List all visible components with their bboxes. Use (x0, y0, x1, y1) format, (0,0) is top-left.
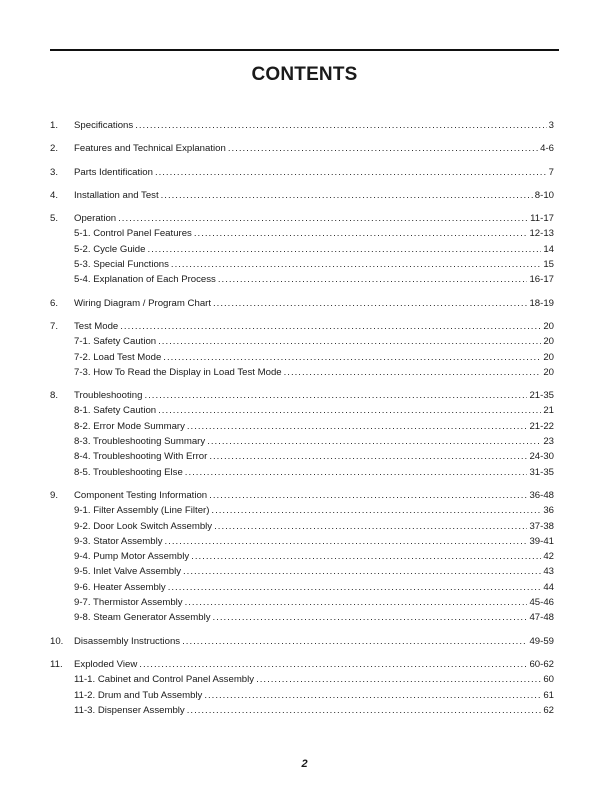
toc-entry-number: 4. (50, 189, 59, 201)
toc-subentry[interactable] (50, 419, 554, 434)
leader-dots (161, 188, 533, 203)
leader-dots (158, 403, 541, 418)
table-of-contents (50, 118, 554, 726)
toc-subentry-title: 7-3. How To Read the Display in Load Test Mode (74, 366, 282, 378)
toc-subentry-title: 8-4. Troubleshooting With Error (74, 451, 208, 463)
toc-subentry[interactable] (50, 272, 554, 287)
toc-subentry-title: 9-4. Pump Motor Assembly (74, 551, 190, 563)
toc-entry-page: 3 (548, 120, 554, 131)
leader-dots (284, 365, 542, 380)
toc-subentry-page: 45-46 (529, 597, 554, 609)
toc-subentry-title: 9-2. Door Look Switch Assembly (74, 520, 213, 532)
toc-subentry-page: 42 (543, 551, 554, 563)
toc-subentry[interactable] (50, 465, 554, 480)
toc-section (50, 141, 554, 156)
toc-subentry-page: 12-13 (529, 228, 554, 240)
toc-subentry[interactable] (50, 449, 554, 464)
leader-dots (120, 319, 541, 334)
toc-subentry[interactable] (50, 334, 554, 349)
toc-subentry-page: 47-48 (529, 612, 554, 624)
toc-entry-page: 8-10 (534, 189, 554, 201)
toc-entry-title: Wiring Diagram / Program Chart (74, 297, 212, 309)
toc-entry[interactable] (50, 211, 554, 226)
toc-entry-number: 2. (50, 143, 59, 155)
leader-dots (168, 580, 542, 595)
toc-subentry[interactable] (50, 503, 554, 518)
toc-subentry-page: 20 (543, 366, 554, 378)
toc-subentry-page: 31-35 (529, 466, 554, 478)
leader-dots (147, 242, 541, 257)
toc-subentry[interactable] (50, 549, 554, 564)
toc-subentry-page: 23 (543, 436, 554, 448)
toc-subentry[interactable] (50, 350, 554, 365)
toc-entry[interactable] (50, 188, 554, 203)
leader-dots (228, 141, 538, 156)
leader-dots (155, 165, 547, 180)
leader-dots (191, 549, 541, 564)
toc-subentry-title: 7-2. Load Test Mode (74, 351, 162, 363)
leader-dots (187, 703, 542, 718)
toc-entry-number: 9. (50, 489, 59, 501)
toc-entry-page: 18-19 (529, 297, 554, 309)
toc-entry-page: 21-35 (529, 390, 554, 402)
toc-subentry-title: 11-1. Cabinet and Control Panel Assembly (74, 674, 255, 686)
toc-entry[interactable] (50, 657, 554, 672)
toc-subentry-title: 9-7. Thermistor Assembly (74, 597, 183, 609)
toc-entry-page: 20 (543, 320, 554, 332)
toc-section (50, 388, 554, 480)
leader-dots (185, 465, 528, 480)
toc-subentry[interactable] (50, 672, 554, 687)
toc-subentry-title: 9-1. Filter Assembly (Line Filter) (74, 505, 210, 517)
toc-entry-page: 7 (548, 166, 554, 178)
toc-subentry[interactable] (50, 610, 554, 625)
toc-subentry-page: 44 (543, 581, 554, 593)
toc-entry[interactable] (50, 141, 554, 156)
toc-entry-number: 6. (50, 297, 59, 309)
toc-subentry-title: 9-8. Steam Generator Assembly (74, 612, 211, 624)
leader-dots (165, 534, 528, 549)
toc-subentry[interactable] (50, 365, 554, 380)
page-title: CONTENTS (251, 64, 358, 85)
toc-section (50, 188, 554, 203)
page-number: 2 (301, 758, 308, 770)
toc-subentry-page: 62 (543, 704, 554, 716)
toc-subentry-page: 60 (543, 674, 554, 686)
toc-subentry-page: 37-38 (529, 520, 554, 532)
toc-subentry-page: 36 (543, 505, 554, 517)
toc-section (50, 296, 554, 311)
toc-entry-number: 10. (50, 635, 64, 647)
toc-subentry-title: 9-3. Stator Assembly (74, 535, 163, 547)
leader-dots (256, 672, 541, 687)
toc-section (50, 165, 554, 180)
toc-subentry[interactable] (50, 242, 554, 257)
leader-dots (204, 688, 541, 703)
toc-entry-title: Test Mode (74, 320, 119, 332)
toc-entry-page: 36-48 (529, 489, 554, 501)
leader-dots (211, 503, 541, 518)
toc-subentry-title: 9-5. Inlet Valve Assembly (74, 566, 182, 578)
toc-subentry-title: 8-2. Error Mode Summary (74, 420, 185, 432)
top-rule (50, 49, 559, 51)
toc-subentry-title: 8-5. Troubleshooting Else (74, 466, 183, 478)
leader-dots (214, 519, 527, 534)
toc-subentry-page: 24-30 (529, 451, 554, 463)
leader-dots (218, 272, 528, 287)
toc-entry[interactable] (50, 488, 554, 503)
leader-dots (213, 296, 527, 311)
toc-entry[interactable] (50, 296, 554, 311)
toc-subentry[interactable] (50, 434, 554, 449)
leader-dots (185, 595, 528, 610)
toc-entry-page: 11-17 (530, 213, 554, 225)
toc-subentry-page: 21 (543, 405, 554, 417)
toc-entry-title: Installation and Test (74, 189, 159, 201)
toc-subentry[interactable] (50, 703, 554, 718)
toc-subentry-page: 15 (543, 259, 554, 271)
toc-subentry-page: 14 (543, 243, 554, 255)
toc-subentry[interactable] (50, 519, 554, 534)
leader-dots (207, 434, 541, 449)
toc-subentry-title: 11-2. Drum and Tub Assembly (74, 689, 203, 701)
toc-section (50, 211, 554, 287)
leader-dots (209, 488, 527, 503)
toc-subentry-title: 5-2. Cycle Guide (74, 243, 146, 255)
leader-dots (182, 634, 527, 649)
toc-subentry-title: 7-1. Safety Caution (74, 336, 157, 348)
toc-entry-title: Operation (74, 213, 117, 225)
toc-subentry-title: 8-3. Troubleshooting Summary (74, 436, 206, 448)
toc-entry-title: Disassembly Instructions (74, 635, 181, 647)
toc-section (50, 118, 554, 133)
leader-dots (194, 226, 528, 241)
leader-dots (163, 350, 541, 365)
toc-entry-title: Features and Technical Explanation (74, 143, 226, 155)
leader-dots (135, 118, 546, 133)
toc-entry-number: 8. (50, 390, 59, 402)
toc-entry-number: 3. (50, 166, 59, 178)
toc-section (50, 488, 554, 626)
toc-entry-title: Component Testing Information (74, 489, 208, 501)
toc-entry-page: 49-59 (529, 635, 554, 647)
leader-dots (139, 657, 527, 672)
toc-subentry-page: 21-22 (529, 420, 554, 432)
leader-dots (118, 211, 528, 226)
toc-entry-page: 60-62 (529, 658, 554, 670)
toc-subentry[interactable] (50, 403, 554, 418)
toc-subentry[interactable] (50, 580, 554, 595)
toc-subentry-title: 11-3. Dispenser Assembly (74, 704, 185, 716)
toc-entry[interactable] (50, 319, 554, 334)
toc-subentry-page: 61 (543, 689, 554, 701)
toc-subentry[interactable] (50, 226, 554, 241)
toc-section (50, 319, 554, 380)
toc-entry-title: Specifications (74, 120, 134, 131)
toc-entry[interactable] (50, 388, 554, 403)
toc-entry-number: 11. (50, 658, 63, 670)
toc-subentry-title: 9-6. Heater Assembly (74, 581, 166, 593)
toc-entry[interactable] (50, 165, 554, 180)
leader-dots (171, 257, 541, 272)
leader-dots (183, 564, 541, 579)
toc-entry-page: 4-6 (540, 143, 554, 155)
toc-subentry[interactable] (50, 688, 554, 703)
toc-entry-number: 5. (50, 213, 59, 225)
leader-dots (158, 334, 541, 349)
toc-subentry[interactable] (50, 257, 554, 272)
toc-entry-number: 7. (50, 320, 59, 332)
leader-dots (144, 388, 527, 403)
toc-subentry-page: 43 (543, 566, 554, 578)
toc-entry[interactable] (50, 634, 554, 649)
toc-entry-title: Troubleshooting (74, 390, 143, 402)
leader-dots (187, 419, 528, 434)
leader-dots (209, 449, 527, 464)
toc-subentry-title: 5-3. Special Functions (74, 259, 169, 271)
toc-subentry-page: 39-41 (529, 535, 554, 547)
toc-subentry-title: 5-1. Control Panel Features (74, 228, 192, 240)
toc-section (50, 634, 554, 649)
toc-subentry[interactable] (50, 534, 554, 549)
toc-subentry-page: 16-17 (529, 274, 554, 286)
toc-section (50, 657, 554, 718)
toc-subentry[interactable] (50, 595, 554, 610)
toc-subentry-title: 5-4. Explanation of Each Process (74, 274, 216, 286)
toc-subentry-page: 20 (543, 336, 554, 348)
toc-subentry-title: 8-1. Safety Caution (74, 405, 157, 417)
toc-entry-number: 1. (50, 120, 59, 131)
leader-dots (213, 610, 528, 625)
toc-entry[interactable] (50, 118, 554, 133)
toc-subentry[interactable] (50, 564, 554, 579)
toc-entry-title: Parts Identification (74, 166, 153, 178)
toc-subentry-page: 20 (543, 351, 554, 363)
toc-entry-title: Exploded View (74, 658, 138, 670)
